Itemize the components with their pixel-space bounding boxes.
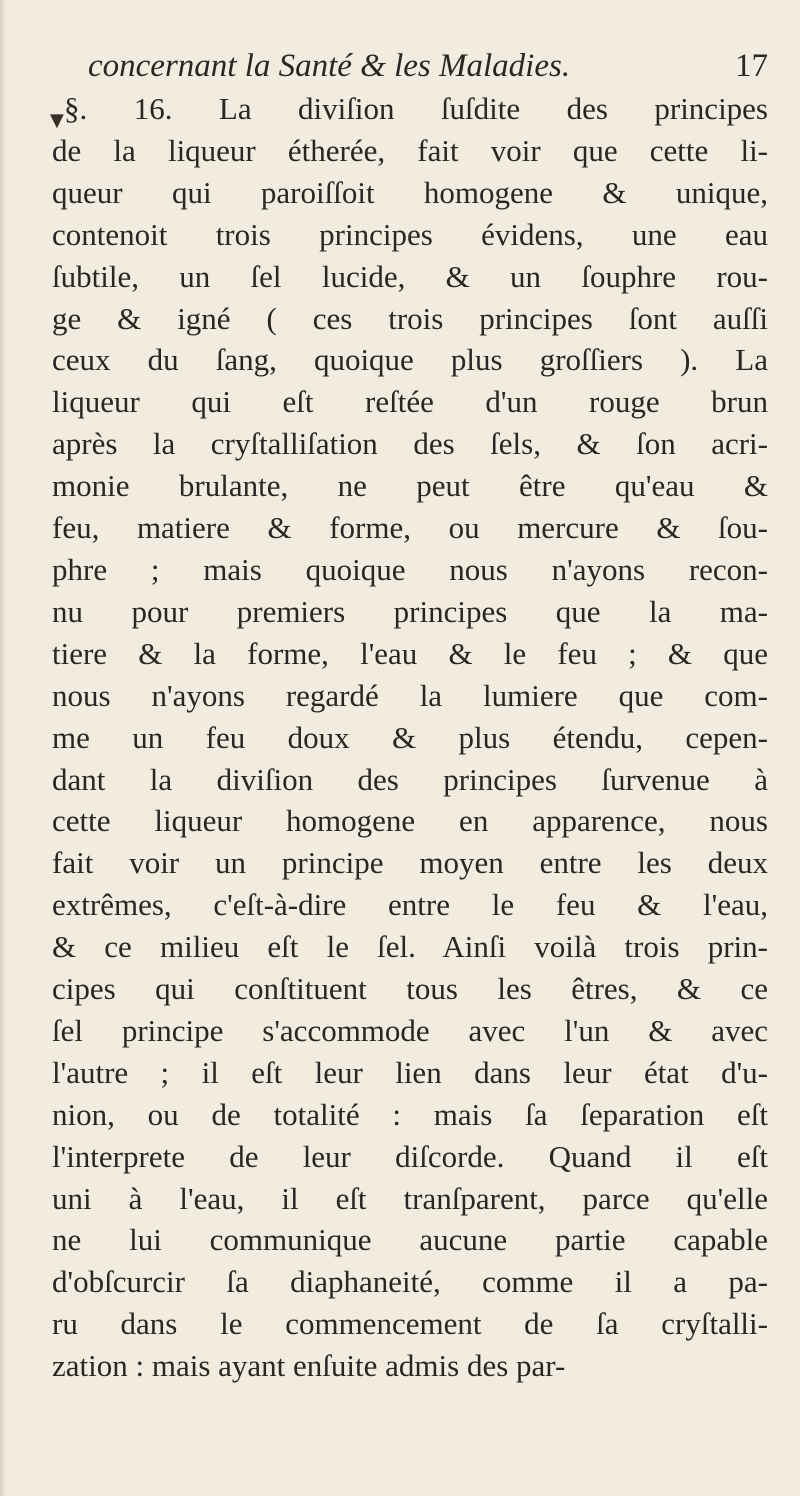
- text-line: d'obſcurcir ſa diaphaneité, comme il a pa-: [52, 1264, 768, 1300]
- page-edge: [0, 0, 6, 1496]
- text-line: extrêmes, c'eſt-à-dire entre le feu & l'eau,: [52, 887, 768, 923]
- text-line: & ce milieu eſt le ſel. Ainſi voilà trois prin-: [52, 929, 768, 965]
- text-line: l'autre ; il eſt leur lien dans leur état d'u-: [52, 1054, 768, 1090]
- text-line: nu pour premiers principes que la ma-: [52, 593, 768, 629]
- text-line: de la liqueur étherée, fait voir que cette li-: [52, 132, 768, 168]
- text-line: zation : mais ayant enſuite admis des par-: [52, 1348, 566, 1384]
- text-line: me un feu doux & plus étendu, cepen-: [52, 719, 768, 755]
- text-line: tiere & la forme, l'eau & le feu ; & que: [52, 635, 768, 671]
- text-line: phre ; mais quoique nous n'ayons recon-: [52, 551, 768, 587]
- text-line: ge & igné ( ces trois principes ſont auſſi: [52, 300, 768, 336]
- text-line: ne lui communique aucune partie capable: [52, 1222, 768, 1258]
- text-line: contenoit trois principes évidens, une eau: [52, 216, 768, 252]
- marginal-mark-icon: ▼: [50, 110, 64, 131]
- text-line: uni à l'eau, il eſt tranſparent, parce qu'elle: [52, 1180, 768, 1216]
- running-header: [88, 46, 768, 86]
- text-line: cipes qui conſtituent tous les êtres, & ce: [52, 971, 768, 1007]
- text-line: ceux du ſang, quoique plus groſſiers ). La: [52, 342, 768, 378]
- page-number: 17: [735, 48, 768, 84]
- text-line: monie brulante, ne peut être qu'eau &: [52, 468, 768, 504]
- text-line: ru dans le commencement de ſa cryſtalli-: [52, 1306, 768, 1342]
- text-line: après la cryſtalliſation des ſels, & ſon acri-: [52, 426, 768, 462]
- text-line: feu, matiere & forme, ou mercure & ſou-: [52, 510, 768, 546]
- body-text: [52, 88, 768, 1387]
- text-line: §. 16. La diviſion ſuſdite des principes: [64, 91, 768, 126]
- text-line: queur qui paroiſſoit homogene & unique,: [52, 174, 768, 210]
- text-line: ſel principe s'accommode avec l'un & avec: [52, 1012, 768, 1048]
- text-line: nous n'ayons regardé la lumiere que com-: [52, 677, 768, 713]
- text-line: dant la diviſion des principes ſurvenue à: [52, 761, 768, 797]
- text-line: cette liqueur homogene en apparence, nous: [52, 803, 768, 839]
- text-line: nion, ou de totalité : mais ſa ſeparation eſt: [52, 1096, 768, 1132]
- text-line: fait voir un principe moyen entre les deux: [52, 845, 768, 881]
- running-title: concernant la Santé & les Maladies.: [88, 48, 571, 84]
- text-line: l'interprete de leur diſcorde. Quand il eſt: [52, 1138, 768, 1174]
- text-line: liqueur qui eſt reſtée d'un rouge brun: [52, 384, 768, 420]
- text-line: ſubtile, un ſel lucide, & un ſouphre rou-: [52, 258, 768, 294]
